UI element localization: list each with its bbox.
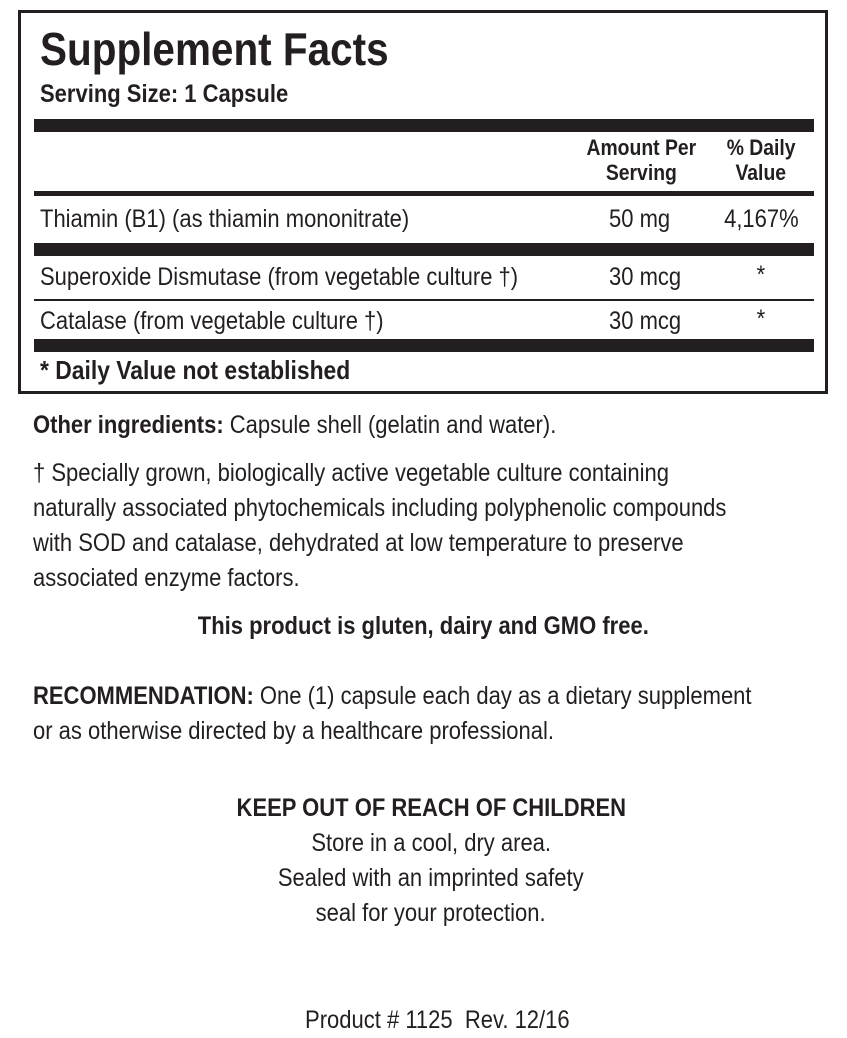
dagger-note: † Specially grown, biologically active vegetable culture containing naturally associated phytochemicals including polyphenolic compounds with SOD and catalase, dehydrated at low temperature to preserve associated enzyme factors. [33,459,727,592]
facts-title: Supplement Facts [40,23,389,75]
supplement-facts-panel [18,10,828,394]
header-divider [34,191,814,196]
recommendation-label: RECOMMENDATION: [33,682,254,710]
storage-line-1: Store in a cool, dry area. [311,829,551,857]
nutrient-name-sod: Superoxide Dismutase (from vegetable culture †) [40,263,519,291]
nutrient-dv-sod: * [756,261,766,289]
warning-heading: KEEP OUT OF REACH OF CHILDREN [236,794,626,822]
header-daily-value: % Daily Value [726,135,796,185]
warning-block [0,791,847,931]
nutrient-amount-thiamin: 50 mg [609,205,671,233]
other-ingredients-text: Capsule shell (gelatin and water). [223,411,557,439]
nutrient-name-catalase: Catalase (from vegetable culture †) [40,307,384,335]
nutrient-amount-sod: 30 mcg [609,263,682,291]
nutrient-name-thiamin: Thiamin (B1) (as thiamin mononitrate) [40,205,410,233]
nutrient-dv-thiamin: 4,167% [723,205,799,233]
free-from-statement: This product is gluten, dairy and GMO free. [197,612,650,640]
storage-line-3: seal for your protection. [316,899,546,927]
nutrient-amount-catalase: 30 mcg [609,307,682,335]
other-ingredients [33,408,628,443]
recommendation-line2: or as otherwise directed by a healthcare professional. [33,717,554,745]
recommendation-line1: One (1) capsule each day as a dietary supplement [253,682,752,710]
product-code: Product # 1125 Rev. 12/16 [304,1006,570,1034]
daily-value-footnote: * Daily Value not established [40,355,351,385]
header-amount-per-serving: Amount Per Serving [586,135,696,185]
row-divider [34,299,814,301]
serving-size: Serving Size: 1 Capsule [40,80,289,108]
storage-line-2: Sealed with an imprinted safety [278,864,584,892]
thick-divider-bottom [34,339,814,352]
nutrient-dv-catalase: * [756,305,766,333]
thick-divider-top [34,119,814,132]
recommendation [33,679,847,749]
thick-divider-middle [34,243,814,256]
other-ingredients-label: Other ingredients: [33,411,224,439]
